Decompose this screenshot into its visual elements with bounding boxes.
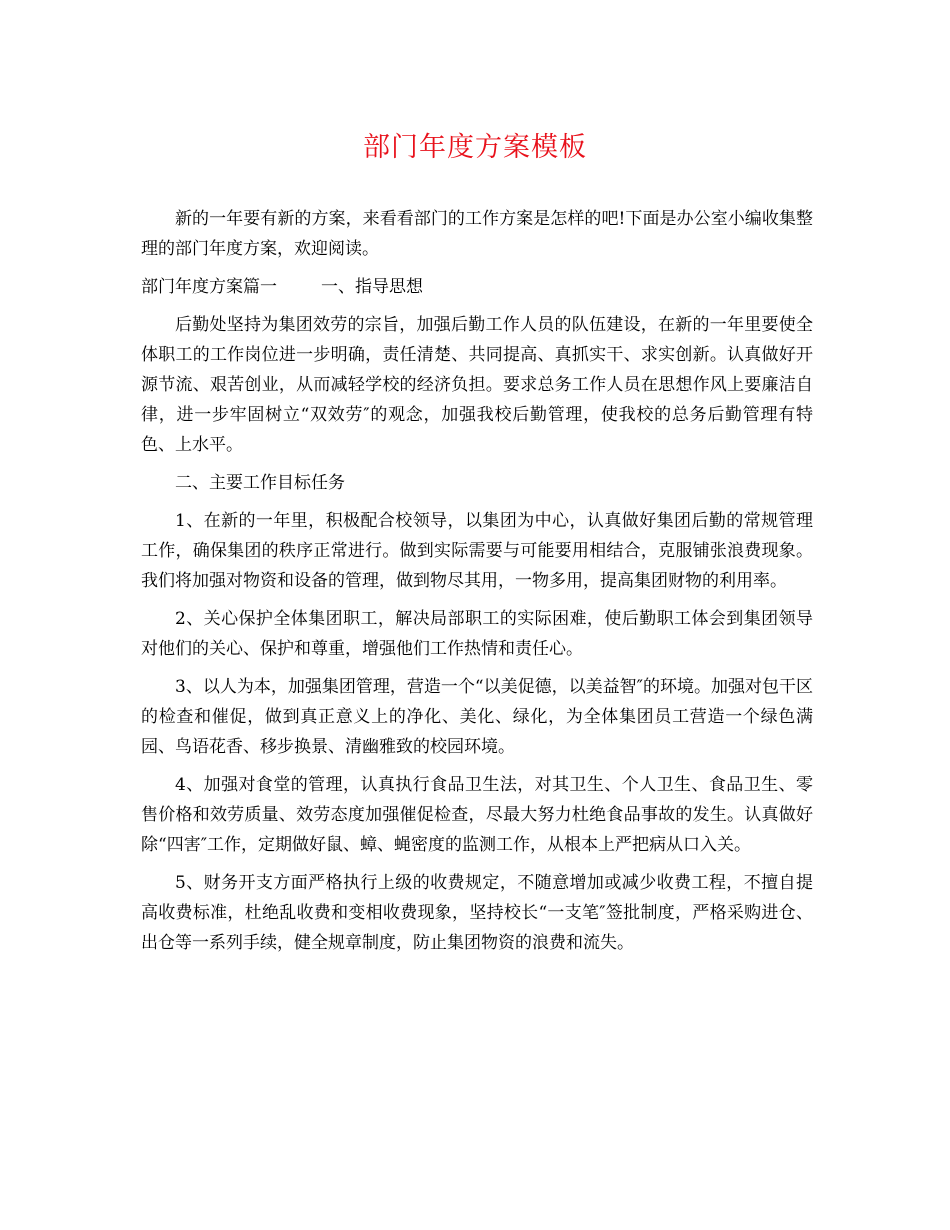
document-body (141, 204, 813, 966)
section-one-label: 部门年度方案篇一 (141, 277, 277, 297)
body-paragraph: 3、以人为本，加强集团管理，营造一个“以美促德，以美益智″的环境。加强对包干区的检查和催促，做到真正意义上的净化、美化、绿化，为全体集团员工营造一个绿色满园、鸟语花香、移步换景、清幽雅致的校园环境。 (141, 677, 813, 757)
body-paragraph: 2、关心保护全体集团职工，解决局部职工的实际困难，使后勤职工体会到集团领导对他们的关心、保护和尊重，增强他们工作热情和责任心。 (141, 609, 813, 659)
section-heading: 二、主要工作目标任务 (175, 473, 345, 493)
body-paragraph: 4、加强对食堂的管理，认真执行食品卫生法，对其卫生、个人卫生、食品卫生、零售价格和效劳质量、效劳态度加强催促检查，尽最大努力杜绝食品事故的发生。认真做好除“四害″工作，定期做好鼠、蟑、蝇密度的监测工作，从根本上严把病从口入关。 (141, 775, 813, 855)
body-paragraph: 后勤处坚持为集团效劳的宗旨，加强后勤工作人员的队伍建设，在新的一年里要使全体职工的工作岗位进一步明确，责任清楚、共同提高、真抓实干、求实创新。认真做好开源节流、艰苦创业，从而减轻学校的经济负担。要求总务工作人员在思想作风上要廉洁自律，进一步牢固树立“双效劳″的观念，加强我校后勤管理，使我校的总务后勤管理有特色、上水平。 (141, 315, 813, 455)
intro-paragraph: 新的一年要有新的方案，来看看部门的工作方案是怎样的吧!下面是办公室小编收集整理的部门年度方案，欢迎阅读。 (141, 209, 813, 259)
section-one-line (141, 272, 813, 302)
section-one-heading: 一、指导思想 (321, 277, 423, 297)
body-paragraph: 1、在新的一年里，积极配合校领导，以集团为中心，认真做好集团后勤的常规管理工作，确保集团的秩序正常进行。做到实际需要与可能要用相结合，克服铺张浪费现象。我们将加强对物资和设备的管理，做到物尽其用，一物多用，提高集团财物的利用率。 (141, 511, 813, 591)
body-paragraph: 5、财务开支方面严格执行上级的收费规定，不随意增加或减少收费工程，不擅自提高收费标准，杜绝乱收费和变相收费现象，坚持校长“一支笔″签批制度，严格采购进仓、出仓等一系列手续，健全规章制度，防止集团物资的浪费和流失。 (141, 873, 813, 953)
document-title: 部门年度方案模板 (363, 132, 587, 163)
